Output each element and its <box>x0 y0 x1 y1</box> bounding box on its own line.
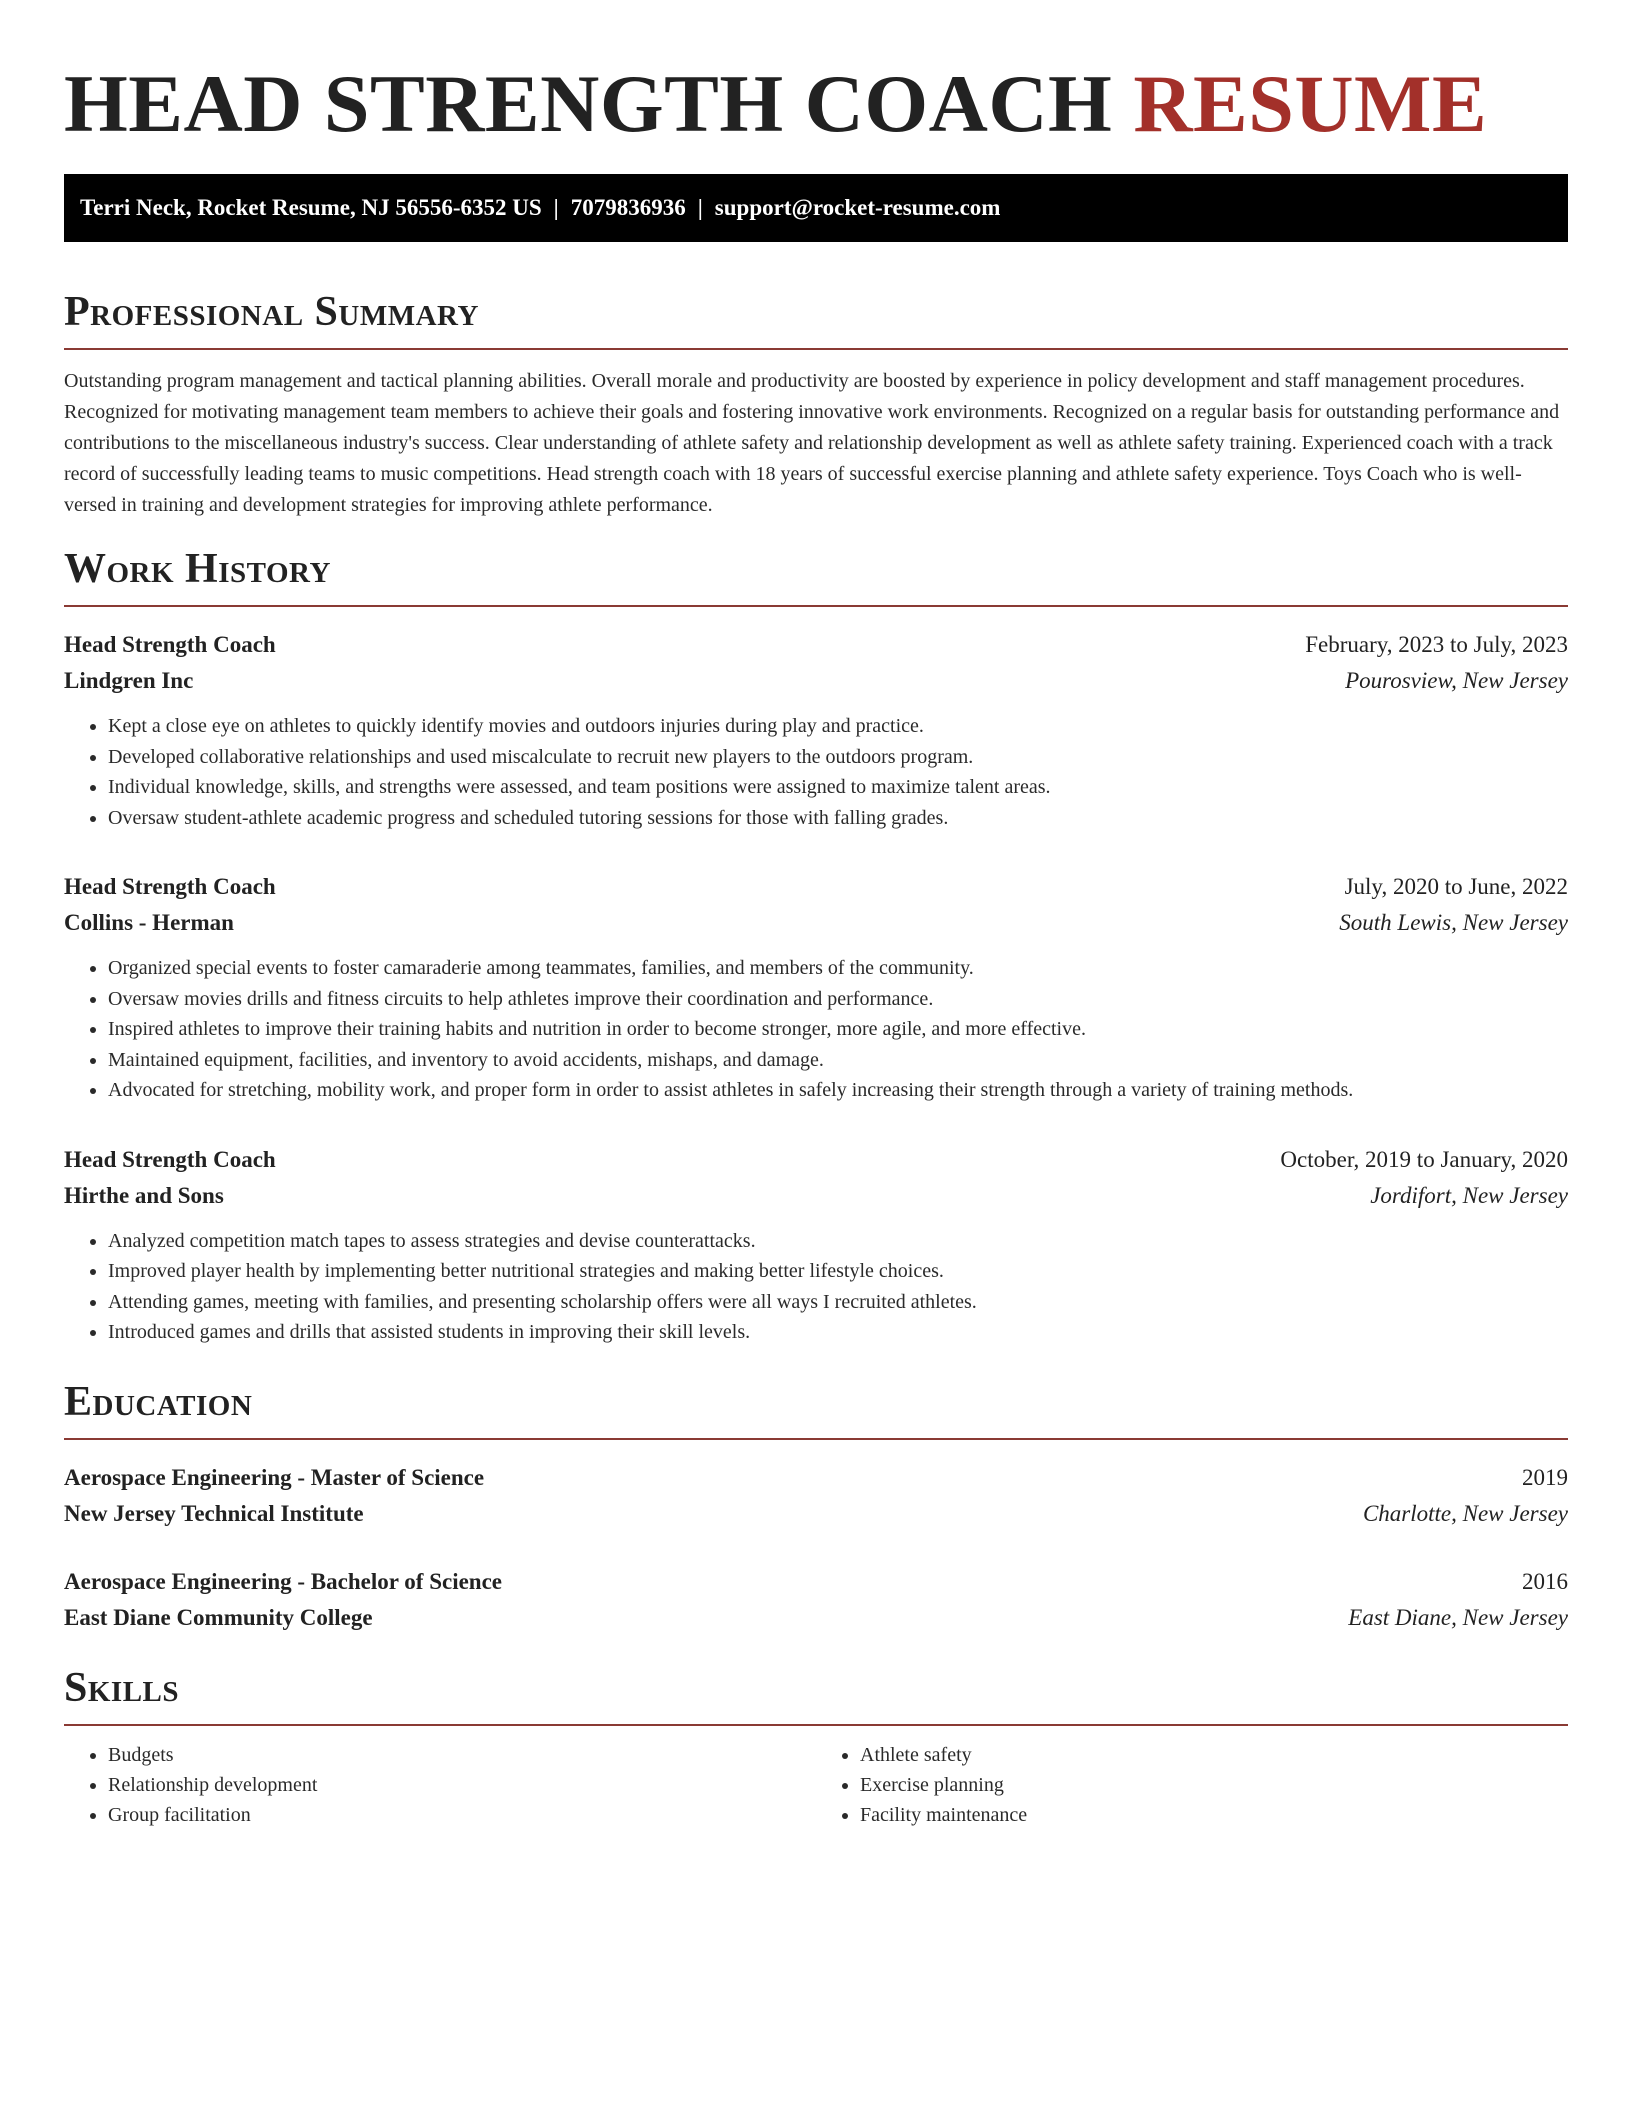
skill-item: • Exercise planning <box>860 1770 1568 1800</box>
job-company-row <box>64 905 1568 941</box>
job-header-row <box>64 869 1568 905</box>
job-header-row <box>64 627 1568 663</box>
skills-columns <box>64 1740 1568 1830</box>
list-item: • Introduced games and drills that assisted students in improving their skill levels. <box>108 1317 1568 1348</box>
section-heading-summary: Professional Summary <box>64 289 479 335</box>
contact-phone: 7079836936 <box>570 195 686 220</box>
education-degree: Aerospace Engineering - Master of Science <box>64 1464 485 1490</box>
education-entry <box>64 1564 1568 1636</box>
skills-list-right <box>816 1740 1568 1830</box>
title-accent: RESUME <box>1133 58 1488 149</box>
section-divider <box>64 1724 1568 1726</box>
job-location: Jordifort, New Jersey <box>1370 1182 1568 1208</box>
job-dates: July, 2020 to June, 2022 <box>1344 874 1568 899</box>
skill-item: • Facility maintenance <box>860 1800 1568 1830</box>
list-item: • Kept a close eye on athletes to quickly identify movies and outdoors injuries during play and practice. <box>108 711 1568 742</box>
education-degree-row <box>64 1564 1568 1600</box>
list-item: • Individual knowledge, skills, and strengths were assessed, and team positions were assigned to maximize talent areas. <box>108 772 1568 803</box>
list-item: • Organized special events to foster camaraderie among teammates, families, and members of the community. <box>108 953 1568 984</box>
summary-section <box>64 286 1568 521</box>
job-company-row <box>64 1178 1568 1214</box>
skill-item: • Budgets <box>108 1740 816 1770</box>
job-company: Hirthe and Sons <box>64 1182 224 1208</box>
contact-address: Terri Neck, Rocket Resume, NJ 56556-6352 US <box>80 195 542 220</box>
job-title: Head Strength Coach <box>64 874 276 899</box>
education-degree: Aerospace Engineering - Bachelor of Science <box>64 1568 502 1594</box>
resume-title <box>64 0 1568 150</box>
list-item: • Developed collaborative relationships and used miscalculate to recruit new players to the outdoors program. <box>108 742 1568 773</box>
section-divider <box>64 1438 1568 1440</box>
skills-list-left <box>64 1740 816 1830</box>
contact-bar <box>64 174 1568 242</box>
skill-item: • Relationship development <box>108 1770 816 1800</box>
education-degree-row <box>64 1460 1568 1496</box>
skill-item: • Athlete safety <box>860 1740 1568 1770</box>
contact-separator: | <box>697 195 703 220</box>
job-dates: October, 2019 to January, 2020 <box>1280 1146 1568 1172</box>
education-location: East Diane, New Jersey <box>1348 1604 1568 1630</box>
job-location: Pourosview, New Jersey <box>1345 668 1568 693</box>
section-heading-work-history: Work History <box>64 546 331 592</box>
job-dates: February, 2023 to July, 2023 <box>1305 632 1568 657</box>
education-entry <box>64 1460 1568 1532</box>
education-school-row <box>64 1496 1568 1532</box>
summary-text: Outstanding program management and tactical planning abilities. Overall morale and productivity are boosted by experience in policy development and staff management procedures. Recognized for motivating management team members to achieve their goals and fostering innovative work environments. Recognized on a regular basis for outstanding performance and contributions to the miscellaneous industry's success. Clear understanding of athlete safety and relationship development as well as athlete safety training. Experienced coach with a track record of successfully leading teams to music competitions. Head strength coach with 18 years of successful exercise planning and athlete safety experience. Toys Coach who is well-versed in training and development strategies for improving athlete performance. <box>64 370 1560 516</box>
education-school: East Diane Community College <box>64 1604 373 1630</box>
education-year: 2016 <box>1522 1568 1568 1594</box>
list-item: • Analyzed competition match tapes to assess strategies and devise counterattacks. <box>108 1226 1568 1257</box>
job-entry <box>64 1142 1568 1348</box>
education-school: New Jersey Technical Institute <box>64 1500 364 1526</box>
list-item: • Advocated for stretching, mobility work, and proper form in order to assist athletes in safely increasing their strength through a variety of training methods. <box>108 1075 1568 1106</box>
job-header-row <box>64 1142 1568 1178</box>
job-bullets <box>64 1226 1568 1348</box>
job-title: Head Strength Coach <box>64 632 276 657</box>
section-heading-education: Education <box>64 1378 253 1425</box>
list-item: • Attending games, meeting with families, and presenting scholarship offers were all ways I recruited athletes. <box>108 1287 1568 1318</box>
job-bullets <box>64 711 1568 833</box>
education-section <box>64 1376 1568 1636</box>
job-location: South Lewis, New Jersey <box>1339 910 1568 935</box>
contact-separator: | <box>553 195 559 220</box>
work-history-section <box>64 543 1568 1348</box>
list-item: • Inspired athletes to improve their training habits and nutrition in order to become stronger, more agile, and more effective. <box>108 1014 1568 1045</box>
job-company: Lindgren Inc <box>64 668 194 693</box>
contact-email: support@rocket-resume.com <box>714 195 1001 220</box>
title-main: HEAD STRENGTH COACH <box>64 58 1113 149</box>
list-item: • Improved player health by implementing better nutritional strategies and making better lifestyle choices. <box>108 1256 1568 1287</box>
skills-section <box>64 1662 1568 1830</box>
section-divider <box>64 605 1568 607</box>
education-location: Charlotte, New Jersey <box>1362 1500 1568 1526</box>
job-entry <box>64 869 1568 1106</box>
education-year: 2019 <box>1522 1464 1568 1490</box>
list-item: • Maintained equipment, facilities, and inventory to avoid accidents, mishaps, and damage. <box>108 1045 1568 1076</box>
section-heading-skills: Skills <box>64 1664 180 1711</box>
job-company-row <box>64 663 1568 699</box>
job-bullets <box>64 953 1568 1106</box>
education-school-row <box>64 1600 1568 1636</box>
job-title: Head Strength Coach <box>64 1146 276 1172</box>
list-item: • Oversaw student-athlete academic progress and scheduled tutoring sessions for those with falling grades. <box>108 803 1568 834</box>
list-item: • Oversaw movies drills and fitness circuits to help athletes improve their coordination and performance. <box>108 984 1568 1015</box>
section-divider <box>64 348 1568 350</box>
job-entry <box>64 627 1568 833</box>
skill-item: • Group facilitation <box>108 1800 816 1830</box>
job-company: Collins - Herman <box>64 910 234 935</box>
